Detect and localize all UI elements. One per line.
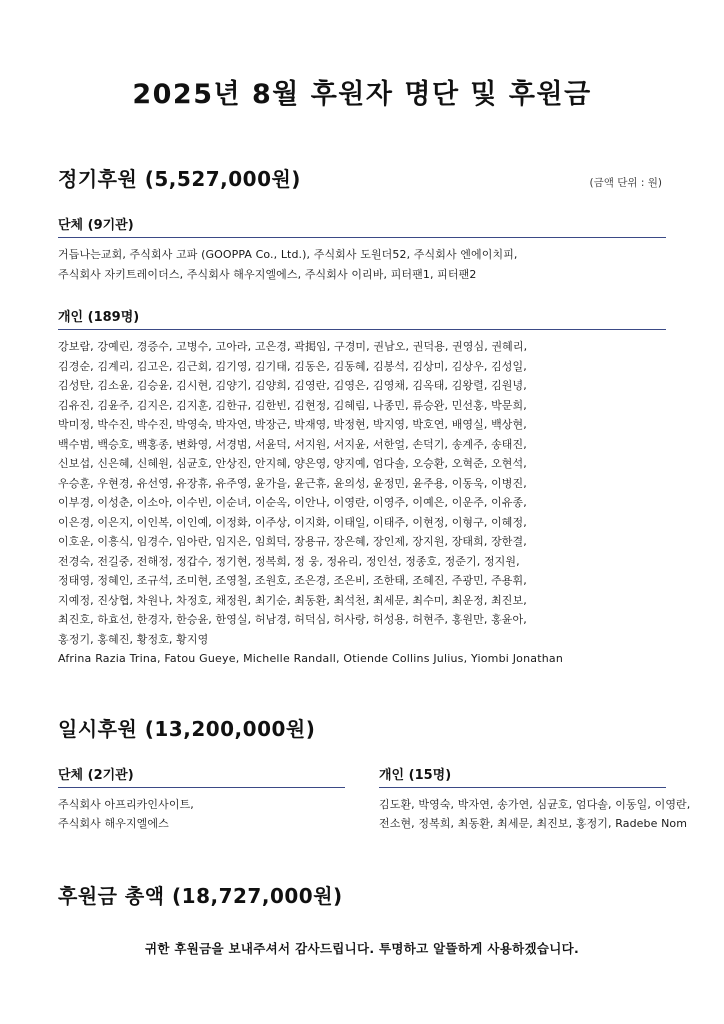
amount-unit-note: (금액 단위 : 원) [589, 177, 662, 189]
divider [58, 329, 666, 330]
onetime-org-block [58, 764, 345, 834]
regular-org-block [58, 214, 666, 284]
list-item: 이은경, 이은지, 이인복, 이인예, 이정화, 이주상, 이지화, 이태일, 이태주, 이현정, 이형구, 이혜정, [58, 515, 527, 529]
regular-section-title: 정기후원 (5,527,000원) [58, 167, 301, 191]
list-item: 김유진, 김윤주, 김지은, 김지훈, 김한규, 김한빈, 김현정, 김혜림, 나종민, 류승완, 민선홍, 박문희, [58, 398, 527, 412]
list-item: 백수범, 백승호, 백홍종, 변화영, 서경범, 서윤덕, 서지원, 서지윤, 서한얼, 손덕기, 송계주, 송태진, [58, 437, 527, 451]
onetime-org-title: 단체 (2기관) [58, 767, 134, 783]
onetime-columns [58, 764, 691, 834]
list-item: 김성탄, 김소윤, 김승윤, 김시현, 김양기, 김양희, 김영란, 김영은, 김영채, 김옥태, 김왕렬, 김원녕, [58, 379, 527, 392]
onetime-person-list [379, 795, 691, 834]
list-item: 우승훈, 우현경, 유선영, 유장휴, 유주영, 윤가을, 윤근휴, 윤의성, 윤정민, 윤주용, 이동욱, 이병진, [58, 476, 527, 490]
regular-org-title: 단체 (9기관) [58, 218, 134, 233]
list-item: 홍정기, 홍혜진, 황정호, 황지영 [58, 632, 209, 646]
list-item-latin: Afrina Razia Trina, Fatou Gueye, Michelle Randall, Otiende Collins Julius, Yiombi Jonathan [58, 652, 564, 665]
regular-person-block [58, 306, 666, 669]
onetime-section-header [58, 713, 666, 742]
list-item: 거듭나는교회, 주식회사 고파 (GOOPPA Co., Ltd.), 주식회사 도원더52, 주식회사 엔에이치피, [58, 248, 518, 261]
divider [58, 237, 666, 238]
divider [379, 787, 666, 788]
thanks-message: 귀한 후원금을 보내주셔서 감사드립니다. 투명하고 알뜰하게 사용하겠습니다. [144, 940, 579, 956]
onetime-person-title: 개인 (15명) [379, 767, 452, 783]
list-item: 정태영, 정혜인, 조규석, 조미현, 조영철, 조원호, 조은경, 조은비, 조한태, 조혜진, 주광민, 주용휘, [58, 574, 527, 587]
regular-person-title: 개인 (189명) [58, 310, 140, 325]
onetime-org-list [58, 795, 345, 834]
list-item: 김도환, 박영숙, 박자연, 송가연, 심균호, 엄다솔, 이동일, 이영란, [379, 797, 691, 811]
list-item: 주식회사 아프리카인사이트, [58, 797, 194, 811]
list-item: 신보섭, 신은혜, 신혜원, 심균호, 안상진, 안지혜, 양은영, 양지예, 엄다솔, 오승환, 오혁준, 오현석, [58, 457, 527, 470]
list-item: 전소현, 정복희, 최동환, 최세문, 최진보, 홍정기, Radebe Nom [379, 817, 688, 830]
regular-person-list [58, 337, 666, 669]
list-item: 지예정, 진상협, 차원나, 차정호, 채정원, 최기순, 최동환, 최석천, 최세문, 최수미, 최운정, 최진보, [58, 593, 527, 607]
regular-org-list [58, 245, 666, 284]
list-item: 박미정, 박수진, 박수진, 박영숙, 박자연, 박장근, 박재영, 박정현, 박지영, 박호연, 배영실, 백상현, [58, 418, 527, 431]
list-item: 전경숙, 전길중, 전해정, 정갑수, 정기현, 정복희, 정 웅, 정유리, 정인선, 정종호, 정준기, 정지원, [58, 554, 520, 568]
total-amount-title: 후원금 총액 (18,727,000원) [58, 883, 343, 908]
list-item: 이부경, 이성춘, 이소아, 이수빈, 이순녀, 이순옥, 이안나, 이영란, 이영주, 이예은, 이운주, 이유종, [58, 496, 527, 509]
list-item: 이호운, 이흥식, 임경수, 임아란, 임지은, 임희덕, 장용규, 장은혜, 장인제, 장지원, 장태희, 장한결, [58, 535, 527, 548]
onetime-person-block [379, 764, 691, 834]
list-item: 주식회사 자키트레이더스, 주식회사 해우지엘에스, 주식회사 이리바, 피터팬1, 피터팬2 [58, 267, 477, 281]
list-item: 강보람, 강예린, 경증수, 고병수, 고아라, 고은경, 곽掲임, 구경미, 권남오, 권덕용, 권영심, 권혜리, [58, 340, 528, 353]
regular-section-header [58, 163, 666, 192]
list-item: 김경순, 김계리, 김고은, 김근회, 김기영, 김기태, 김동은, 김동혜, 김봉석, 김상미, 김상우, 김성일, [58, 359, 527, 373]
list-item: 주식회사 해우지엘에스 [58, 817, 169, 830]
list-item: 최진호, 하효선, 한경자, 한승윤, 한영실, 허남경, 허덕심, 허사랑, 허성용, 허현주, 홍원만, 홍윤아, [58, 613, 527, 626]
page-title: 2025년 8월 후원자 명단 및 후원금 [132, 79, 592, 110]
onetime-section-title: 일시후원 (13,200,000원) [58, 716, 316, 741]
divider [58, 787, 345, 788]
